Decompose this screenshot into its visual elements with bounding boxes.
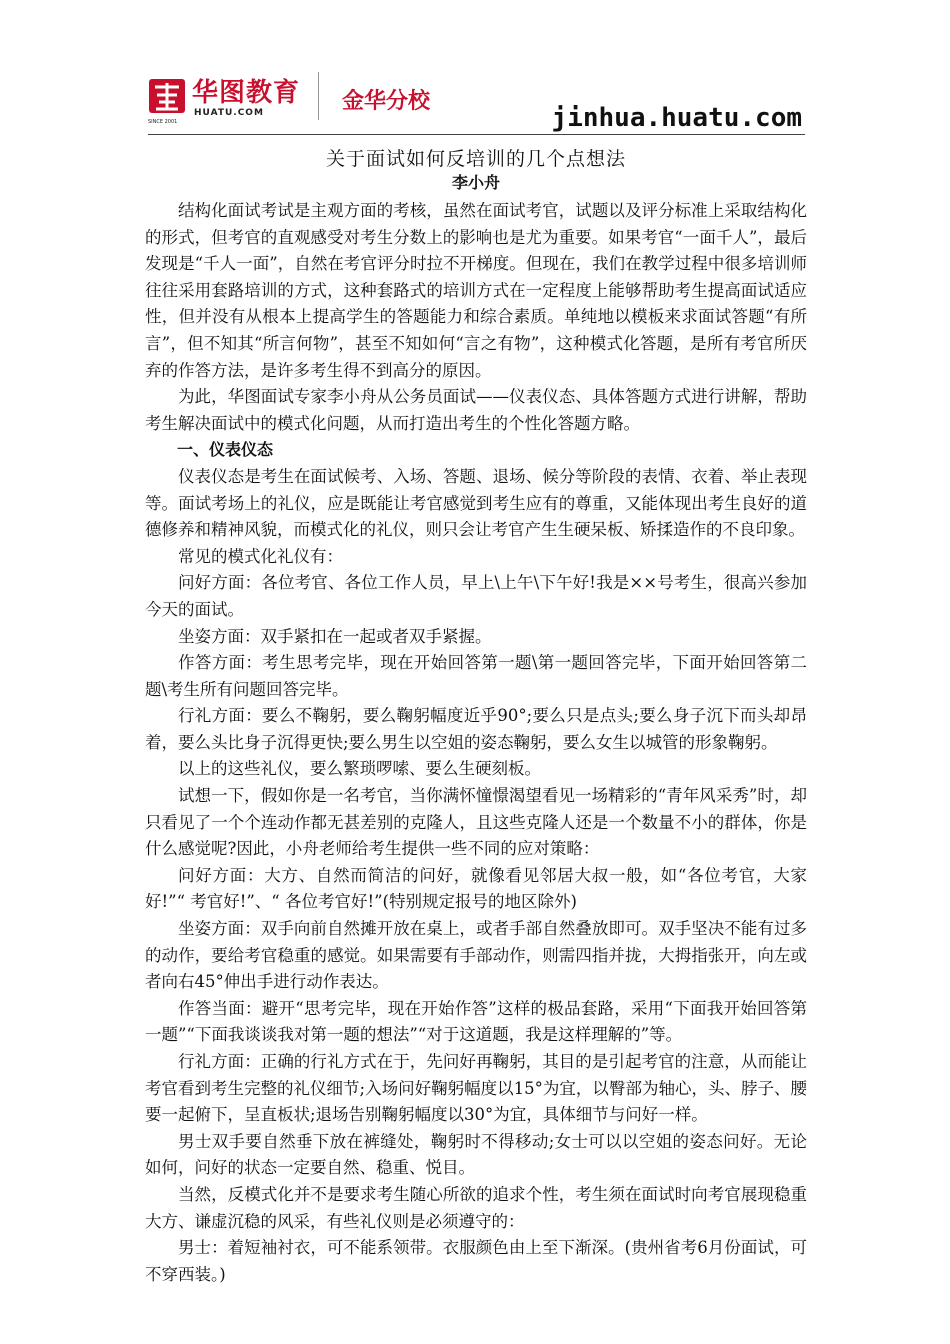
article-author: 李小舟 xyxy=(451,173,500,192)
paragraph: 行礼方面：要么不鞠躬，要么鞠躬幅度近乎90°;要么只是点头;要么身子沉下而头却昂着，要么头比身子沉得更快;要么男生以空姐的姿态鞠躬，要么女生以城管的形象鞠躬。 xyxy=(145,706,807,752)
paragraph: 作答方面：考生思考完毕，现在开始回答第一题\第一题回答完毕，下面开始回答第二题\考生所有问题回答完毕。 xyxy=(145,653,807,699)
paragraph: 男士：着短袖衬衣，可不能系领带。衣服颜色由上至下渐深。(贵州省考6月份面试，可不穿西装。) xyxy=(145,1238,807,1284)
paragraph: 常见的模式化礼仪有： xyxy=(178,546,343,566)
paragraph: 坐姿方面：双手紧扣在一起或者双手紧握。 xyxy=(178,626,492,646)
paragraph: 男士双手要自然垂下放在裤缝处，鞠躬时不得移动;女士可以以空姐的姿态问好。无论如何，问好的状态一定要自然、稳重、悦目。 xyxy=(145,1131,807,1178)
paragraph: 当然，反模式化并不是要求考生随心所欲的追求个性，考生须在面试时向考官展现稳重大方、谦虚沉稳的风采，有些礼仪则是必须遵守的： xyxy=(145,1184,807,1231)
paragraph: 问好方面：大方、自然而简洁的问好，就像看见邻居大叔一般，如“各位考官，大家好!”“ 考官好!”、“ 各位考官好!”(特别规定报号的地区除外) xyxy=(145,865,807,912)
logo-domain: HUATU.COM xyxy=(194,108,264,118)
article-body xyxy=(145,146,807,1288)
paragraph: 行礼方面：正确的行礼方式在于，先问好再鞠躬，其目的是引起考官的注意，从而能让考官看到考生完整的礼仪细节;入场问好鞠躬幅度以15°为宜，以臀部为轴心，头、脖子、腰要一起俯下，呈直板状;退场告别鞠躬幅度以30°为宜，具体细节与问好一样。 xyxy=(145,1052,807,1125)
huatu-logo xyxy=(148,78,308,125)
logo-since: SINCE 2001 xyxy=(148,119,178,125)
paragraph: 为此，华图面试专家李小舟从公务员面试——仪表仪态、具体答题方式进行讲解，帮助考生解决面试中的模式化问题，从而打造出考生的个性化答题方略。 xyxy=(145,387,807,433)
paragraph: 坐姿方面：双手向前自然摊开放在桌上，或者手部自然叠放即可。双手坚决不能有过多的动作，要给考官稳重的感觉。如果需要有手部动作，则需四指并拢，大拇指张开，向左或者向右45°伸出手进行动作表达。 xyxy=(145,919,807,992)
header-divider xyxy=(318,72,319,120)
paragraph: 结构化面试考试是主观方面的考核，虽然在面试考官，试题以及评分标准上采取结构化的形式，但考官的直观感受对考生分数上的影响也是尤为重要。如果考官“一面千人”，最后发现是“千人一面”，自然在考官评分时拉不开梯度。但现在，我们在教学过程中很多培训师往往采用套路培训的方式，这种套路式的培训方式在一定程度上能够帮助考生提高面试适应性，但并没有从根本上提高学生的答题能力和综合素质。单纯地以模板来求面试答题“有所言”，但不知其“所言何物”，甚至不知如何“言之有物”，这种模式化答题，是所有考官所厌弃的作答方法，是许多考生得不到高分的原因。 xyxy=(145,201,807,380)
paragraph: 以上的这些礼仪，要么繁琐啰嗦、要么生硬刻板。 xyxy=(178,759,541,779)
logo-wordmark: 华图教育 xyxy=(192,78,301,108)
branch-name: 金华分校 xyxy=(342,89,431,114)
site-url: jinhua.huatu.com xyxy=(551,103,802,133)
paragraph: 仪表仪态是考生在面试候考、入场、答题、退场、候分等阶段的表情、衣着、举止表现等。面试考场上的礼仪，应是既能让考官感觉到考生应有的尊重，又能体现出考生良好的道德修养和精神风貌，而模式化的礼仪，则只会让考官产生生硬呆板、矫揉造作的不良印象。 xyxy=(145,466,807,540)
paragraph: 作答当面：避开“思考完毕，现在开始作答”这样的极品套路，采用“下面我开始回答第一题”“下面我谈谈我对第一题的想法”“对于这道题，我是这样理解的”等。 xyxy=(145,998,807,1045)
header-rule xyxy=(148,134,805,135)
huatu-seal-icon xyxy=(148,78,186,118)
section-heading: 一、仪表仪态 xyxy=(177,440,274,460)
page-header xyxy=(0,0,950,140)
paragraph: 问好方面：各位考官、各位工作人员，早上\上午\下午好!我是××号考生，很高兴参加今天的面试。 xyxy=(145,573,807,619)
paragraph: 试想一下，假如你是一名考官，当你满怀憧憬渴望看见一场精彩的“青年风采秀”时，却只看见了一个个连动作都无甚差别的克隆人，且这些克隆人还是一个数量不小的群体，你是什么感觉呢?因此，小舟老师给考生提供一些不同的应对策略： xyxy=(145,786,807,859)
article-title: 关于面试如何反培训的几个点想法 xyxy=(325,148,626,170)
